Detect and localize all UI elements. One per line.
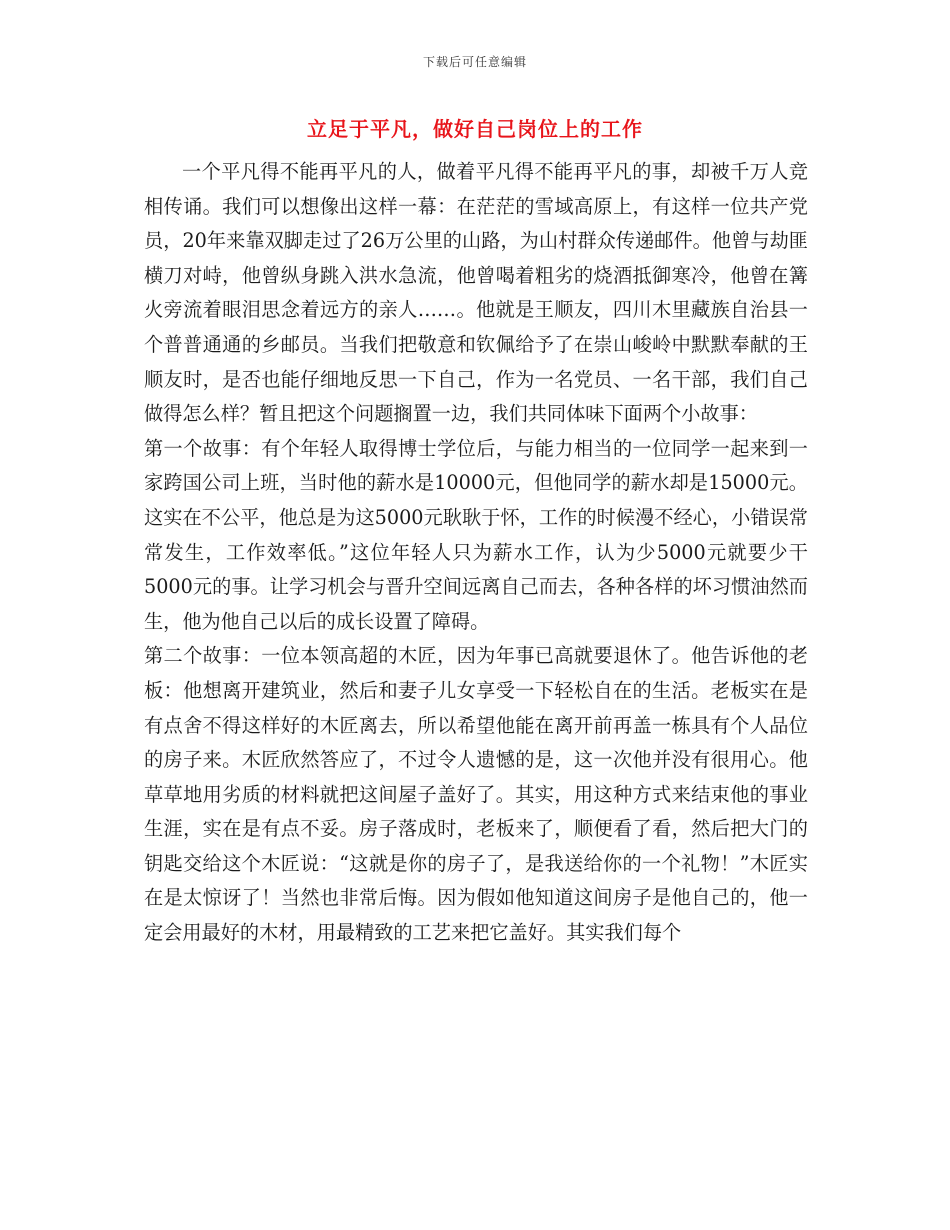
header-note: 下载后可任意编辑 <box>422 55 527 69</box>
paragraph-story-two: 第二个故事：一位本领高超的木匠，因为年事已高就要退休了。他告诉他的老板：他想离开建筑业，然后和妻子儿女享受一下轻松自在的生活。老板实在是有点舍不得这样好的木匠离去，所以希望他能在离开前再盖一栋具有个人品位的房子来。木匠欣然答应了，不过令人遗憾的是，这一次他并没有很用心。他草草地用劣质的材料就把这间屋子盖好了。其实，用这种方式来结束他的事业生涯，实在是有点不妥。房子落成时，老板来了，顺便看了看，然后把大门的钥匙交给这个木匠说：“这就是你的房子了，是我送给你的一个礼物！”木匠实在是太惊讶了！当然也非常后悔。因为假如他知道这间房子是他自己的，他一定会用最好的木材，用最精致的工艺来把它盖好。其实我们每个 <box>144 644 808 945</box>
paragraph-story-one: 第一个故事：有个年轻人取得博士学位后，与能力相当的一位同学一起来到一家跨国公司上班，当时他的薪水是10000元，但他同学的薪水却是15000元。这实在不公平，他总是为这5000元耿耿于怀，工作的时候漫不经心，小错误常常发生，工作效率低。”这位年轻人只为薪水工作，认为少5000元就要少干5000元的事。让学习机会与晋升空间远离自己而去，各种各样的坏习惯油然而生，他为他自己以后的成长设置了障碍。 <box>144 436 808 633</box>
paragraph-intro: 一个平凡得不能再平凡的人，做着平凡得不能再平凡的事，却被千万人竞相传诵。我们可以想像出这样一幕：在茫茫的雪域高原上，有这样一位共产党员，20年来靠双脚走过了26万公里的山路，为山村群众传递邮件。他曾与劫匪横刀对峙，他曾纵身跳入洪水急流，他曾喝着粗劣的烧酒抵御寒冷，他曾在篝火旁流着眼泪思念着远方的亲人……。他就是王顺友，四川木里藏族自治县一个普普通通的乡邮员。当我们把敬意和钦佩给予了在崇山峻岭中默默奉献的王顺友时，是否也能仔细地反思一下自己，作为一名党员、一名干部，我们自己做得怎么样？暂且把这个问题搁置一边，我们共同体味下面两个小故事： <box>144 160 808 426</box>
document-title: 立足于平凡，做好自己岗位上的工作 <box>307 117 643 141</box>
document-body <box>144 155 808 951</box>
